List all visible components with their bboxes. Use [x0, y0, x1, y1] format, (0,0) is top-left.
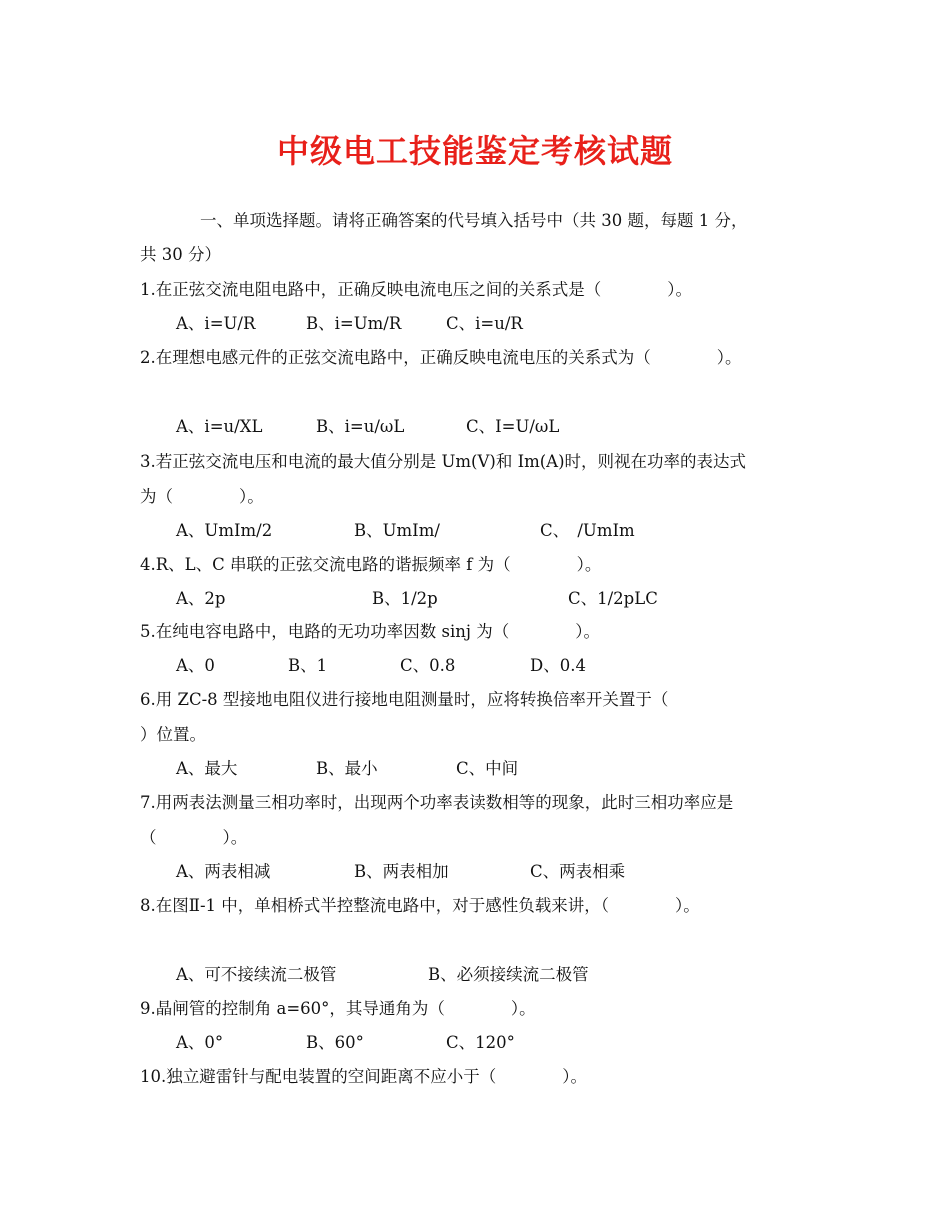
- question-7-option-b: B、两表相加: [354, 862, 449, 881]
- question-1-text: 1.在正弦交流电阻电路中，正确反映电流电压之间的关系式是（ ）。: [140, 280, 692, 299]
- question-6-option-b: B、最小: [316, 759, 378, 778]
- question-3-option-c: C、 /UmIm: [540, 521, 635, 540]
- page-title: 中级电工技能鉴定考核试题: [276, 132, 673, 170]
- question-6-text-line-2: ）位置。: [140, 725, 206, 744]
- question-1-option-b: B、i=Um/R: [306, 314, 402, 333]
- question-8-option-a: A、可不接续流二极管: [176, 965, 337, 984]
- question-1-option-a: A、i=U/R: [176, 314, 256, 333]
- section-instruction-line-1: 一、单项选择题。请将正确答案的代号填入括号中（共 30 题，每题 1 分，: [200, 211, 748, 230]
- question-5-text: 5.在纯电容电路中，电路的无功功率因数 sinj 为（ ）。: [140, 622, 600, 641]
- question-9-option-c: C、120°: [446, 1033, 515, 1052]
- question-7-text-line-2: （ ）。: [140, 828, 248, 847]
- question-6-text-line-1: 6.用 ZC-8 型接地电阻仪进行接地电阻测量时，应将转换倍率开关置于（: [140, 690, 669, 709]
- question-7-option-c: C、两表相乘: [530, 862, 626, 881]
- question-4-option-c: C、1/2pLC: [568, 589, 658, 608]
- question-3-option-a: A、UmIm/2: [176, 521, 273, 540]
- question-8-text: 8.在图Ⅱ-1 中，单相桥式半控整流电路中，对于感性负载来讲，（ ）。: [140, 896, 700, 915]
- question-7-text-line-1: 7.用两表法测量三相功率时，出现两个功率表读数相等的现象，此时三相功率应是: [140, 793, 734, 812]
- question-9-text: 9.晶闸管的控制角 a=60°，其导通角为（ ）。: [140, 999, 536, 1018]
- question-5-option-d: D、0.4: [530, 656, 586, 675]
- question-4-option-a: A、2p: [176, 589, 226, 608]
- question-2-text: 2.在理想电感元件的正弦交流电路中，正确反映电流电压的关系式为（ ）。: [140, 348, 742, 367]
- question-1-option-c: C、i=u/R: [446, 314, 523, 333]
- question-5-option-b: B、1: [288, 656, 328, 675]
- question-10-text: 10.独立避雷针与配电装置的空间距离不应小于（ ）。: [140, 1067, 587, 1086]
- question-2-option-b: B、i=u/ωL: [316, 417, 405, 436]
- question-3-option-b: B、UmIm/: [354, 521, 440, 540]
- section-instruction-line-2: 共 30 分）: [140, 245, 221, 264]
- question-6-option-c: C、中间: [456, 759, 519, 778]
- question-6-option-a: A、最大: [176, 759, 238, 778]
- question-8-option-b: B、必须接续流二极管: [428, 965, 589, 984]
- question-7-option-a: A、两表相减: [176, 862, 271, 881]
- question-2-option-c: C、I=U/ωL: [466, 417, 560, 436]
- question-9-option-b: B、60°: [306, 1033, 364, 1052]
- question-3-text-line-2: 为（ ）。: [140, 487, 264, 506]
- question-4-text: 4.R、L、C 串联的正弦交流电路的谐振频率 f 为（ ）。: [140, 555, 602, 574]
- question-3-text-line-1: 3.若正弦交流电压和电流的最大值分别是 Um(V)和 Im(A)时，则视在功率的表达式: [140, 452, 747, 471]
- question-5-option-a: A、0: [176, 656, 215, 675]
- question-5-option-c: C、0.8: [400, 656, 456, 675]
- question-9-option-a: A、0°: [176, 1033, 224, 1052]
- question-2-option-a: A、i=u/XL: [176, 417, 263, 436]
- question-4-option-b: B、1/2p: [372, 589, 438, 608]
